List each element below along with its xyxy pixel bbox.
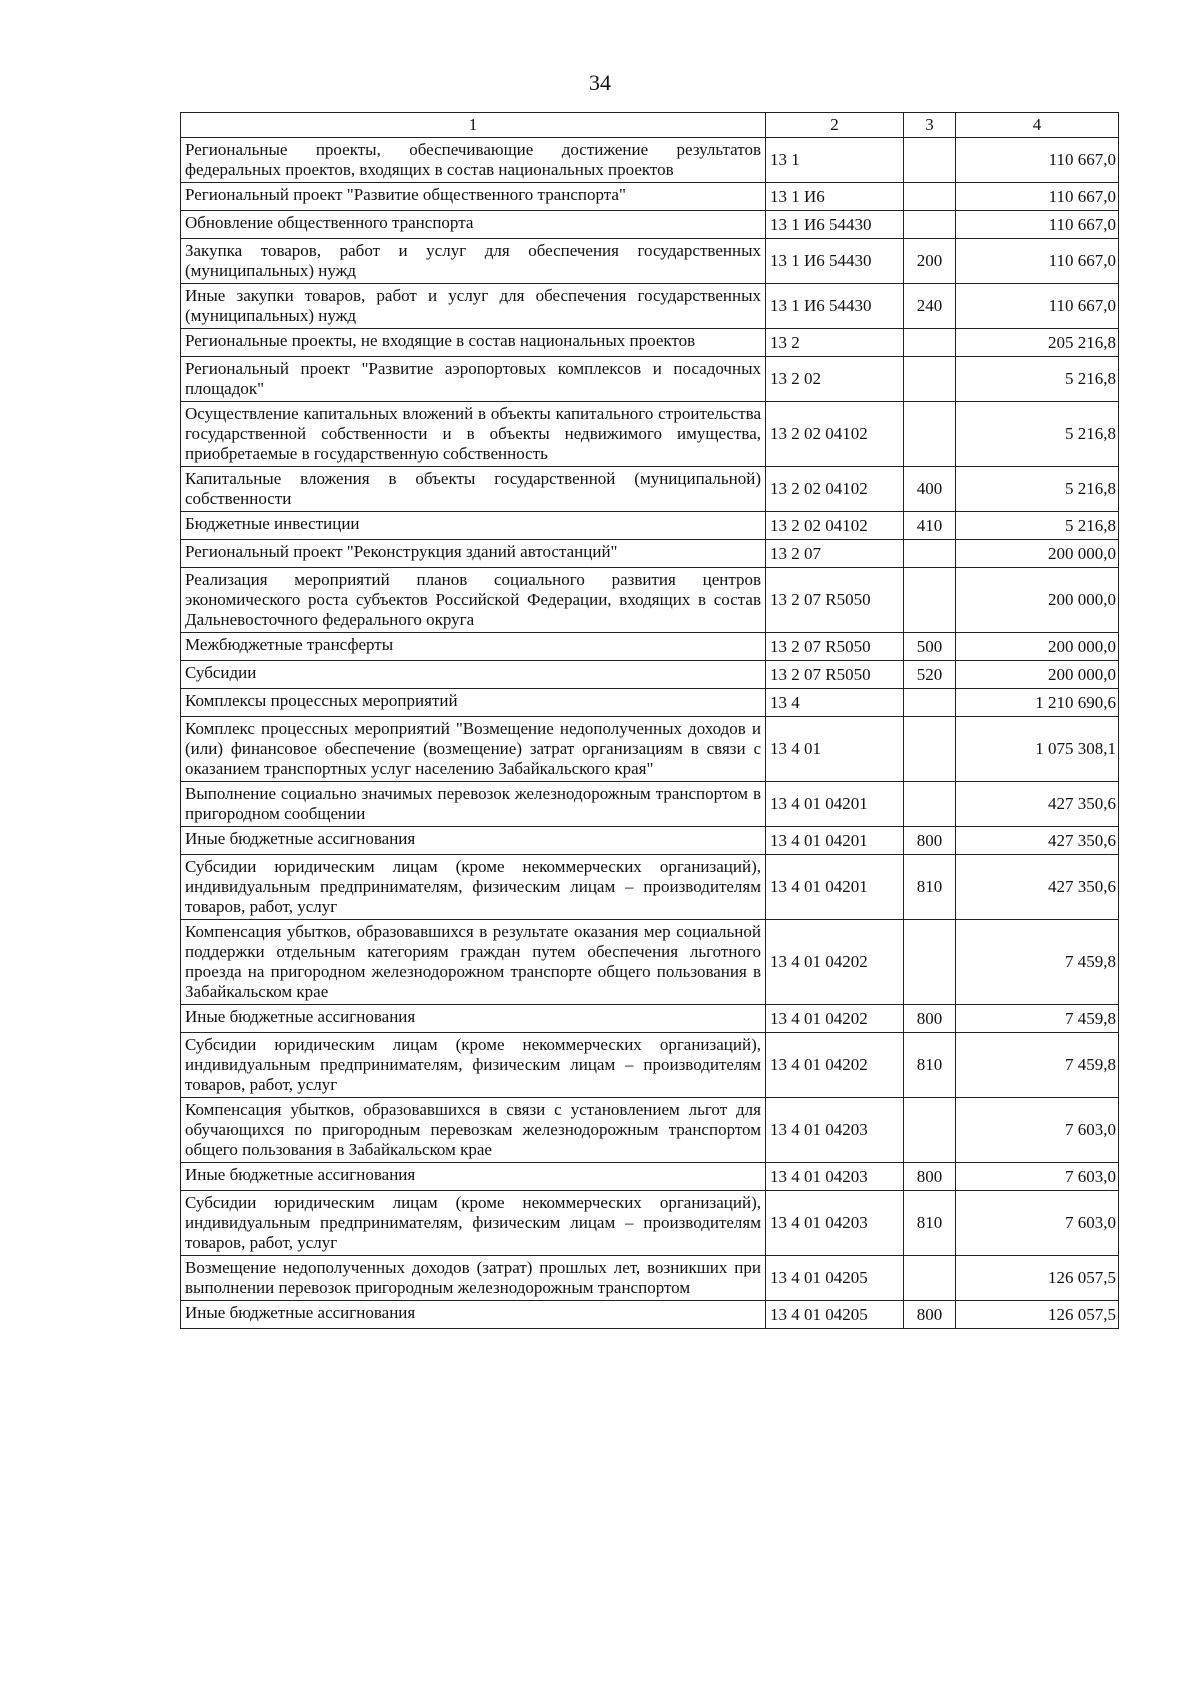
- cell-code: 13 4 01 04205: [766, 1256, 904, 1301]
- table-header-row: [181, 113, 1119, 138]
- cell-code: 13 1: [766, 138, 904, 183]
- column-header-code: 2: [766, 113, 904, 138]
- cell-name: Закупка товаров, работ и услуг для обеспечения государственных (муниципальных) нужд: [181, 239, 766, 284]
- cell-expense-type: [904, 568, 956, 633]
- table-row: [181, 1301, 1119, 1329]
- cell-code: 13 4 01 04205: [766, 1301, 904, 1329]
- cell-code: 13 1 И6 54430: [766, 211, 904, 239]
- cell-name: Субсидии юридическим лицам (кроме некоммерческих организаций), индивидуальным предпринимателям, физическим лицам – производителям товаров, работ, услуг: [181, 1033, 766, 1098]
- table-row: [181, 1191, 1119, 1256]
- table-row: [181, 1033, 1119, 1098]
- cell-code: 13 2 07: [766, 540, 904, 568]
- cell-expense-type: [904, 1098, 956, 1163]
- cell-code: 13 2 02 04102: [766, 402, 904, 467]
- column-header-name: 1: [181, 113, 766, 138]
- cell-code: 13 1 И6 54430: [766, 239, 904, 284]
- cell-name: Капитальные вложения в объекты государственной (муниципальной) собственности: [181, 467, 766, 512]
- cell-expense-type: 800: [904, 1163, 956, 1191]
- column-header-type: 3: [904, 113, 956, 138]
- table-row: [181, 689, 1119, 717]
- table-row: [181, 633, 1119, 661]
- cell-amount: 7 459,8: [956, 1005, 1119, 1033]
- cell-expense-type: 800: [904, 1005, 956, 1033]
- cell-expense-type: [904, 183, 956, 211]
- cell-expense-type: [904, 689, 956, 717]
- cell-expense-type: [904, 920, 956, 1005]
- cell-amount: 110 667,0: [956, 211, 1119, 239]
- cell-name: Комплексы процессных мероприятий: [181, 689, 766, 717]
- table-row: [181, 183, 1119, 211]
- cell-code: 13 2: [766, 329, 904, 357]
- cell-name: Компенсация убытков, образовавшихся в связи с установлением льгот для обучающихся по пригородным перевозкам железнодорожным транспортом общего пользования в Забайкальском крае: [181, 1098, 766, 1163]
- cell-code: 13 4: [766, 689, 904, 717]
- cell-amount: 7 459,8: [956, 920, 1119, 1005]
- cell-amount: 427 350,6: [956, 782, 1119, 827]
- cell-amount: 205 216,8: [956, 329, 1119, 357]
- cell-code: 13 4 01 04203: [766, 1191, 904, 1256]
- cell-name: Иные бюджетные ассигнования: [181, 1005, 766, 1033]
- cell-code: 13 4 01 04203: [766, 1098, 904, 1163]
- cell-code: 13 4 01 04203: [766, 1163, 904, 1191]
- table-row: [181, 512, 1119, 540]
- cell-amount: 200 000,0: [956, 661, 1119, 689]
- table-row: [181, 1005, 1119, 1033]
- cell-amount: 200 000,0: [956, 568, 1119, 633]
- cell-expense-type: 400: [904, 467, 956, 512]
- cell-expense-type: [904, 329, 956, 357]
- cell-name: Межбюджетные трансферты: [181, 633, 766, 661]
- cell-expense-type: 410: [904, 512, 956, 540]
- table-row: [181, 211, 1119, 239]
- cell-name: Субсидии юридическим лицам (кроме некоммерческих организаций), индивидуальным предпринимателям, физическим лицам – производителям товаров, работ, услуг: [181, 1191, 766, 1256]
- cell-name: Возмещение недополученных доходов (затрат) прошлых лет, возникших при выполнении перевозок пригородным железнодорожным транспортом: [181, 1256, 766, 1301]
- table-row: [181, 329, 1119, 357]
- cell-name: Иные закупки товаров, работ и услуг для обеспечения государственных (муниципальных) нужд: [181, 284, 766, 329]
- cell-expense-type: 200: [904, 239, 956, 284]
- cell-amount: 5 216,8: [956, 357, 1119, 402]
- table-body: [181, 138, 1119, 1329]
- table-row: [181, 855, 1119, 920]
- table-row: [181, 1256, 1119, 1301]
- cell-code: 13 4 01 04202: [766, 920, 904, 1005]
- cell-expense-type: [904, 357, 956, 402]
- table-row: [181, 540, 1119, 568]
- cell-name: Обновление общественного транспорта: [181, 211, 766, 239]
- cell-code: 13 2 07 R5050: [766, 568, 904, 633]
- cell-amount: 110 667,0: [956, 138, 1119, 183]
- column-header-amount: 4: [956, 113, 1119, 138]
- cell-expense-type: 800: [904, 827, 956, 855]
- cell-expense-type: 810: [904, 1191, 956, 1256]
- cell-expense-type: [904, 717, 956, 782]
- cell-expense-type: [904, 211, 956, 239]
- table-row: [181, 284, 1119, 329]
- cell-name: Иные бюджетные ассигнования: [181, 827, 766, 855]
- cell-code: 13 1 И6: [766, 183, 904, 211]
- cell-amount: 110 667,0: [956, 239, 1119, 284]
- cell-code: 13 2 02 04102: [766, 467, 904, 512]
- cell-expense-type: 240: [904, 284, 956, 329]
- cell-expense-type: 810: [904, 1033, 956, 1098]
- cell-amount: 5 216,8: [956, 512, 1119, 540]
- cell-name: Региональные проекты, не входящие в состав национальных проектов: [181, 329, 766, 357]
- cell-expense-type: 520: [904, 661, 956, 689]
- cell-amount: 7 459,8: [956, 1033, 1119, 1098]
- cell-name: Региональные проекты, обеспечивающие достижение результатов федеральных проектов, входящих в состав национальных проектов: [181, 138, 766, 183]
- table-row: [181, 1098, 1119, 1163]
- cell-name: Субсидии: [181, 661, 766, 689]
- cell-expense-type: 810: [904, 855, 956, 920]
- table-row: [181, 920, 1119, 1005]
- cell-amount: 110 667,0: [956, 183, 1119, 211]
- cell-code: 13 2 02 04102: [766, 512, 904, 540]
- cell-amount: 1 210 690,6: [956, 689, 1119, 717]
- cell-expense-type: 800: [904, 1301, 956, 1329]
- cell-code: 13 4 01 04202: [766, 1033, 904, 1098]
- cell-name: Иные бюджетные ассигнования: [181, 1163, 766, 1191]
- table-row: [181, 568, 1119, 633]
- cell-name: Региональный проект "Развитие общественного транспорта": [181, 183, 766, 211]
- cell-code: 13 2 02: [766, 357, 904, 402]
- cell-amount: 7 603,0: [956, 1098, 1119, 1163]
- cell-amount: 126 057,5: [956, 1256, 1119, 1301]
- table-row: [181, 357, 1119, 402]
- cell-name: Региональный проект "Развитие аэропортовых комплексов и посадочных площадок": [181, 357, 766, 402]
- cell-name: Иные бюджетные ассигнования: [181, 1301, 766, 1329]
- cell-name: Комплекс процессных мероприятий "Возмещение недополученных доходов и (или) финансовое обеспечение (возмещение) затрат организациям в связи с оказанием транспортных услуг населению Забайкальского края": [181, 717, 766, 782]
- cell-name: Региональный проект "Реконструкция зданий автостанций": [181, 540, 766, 568]
- table-row: [181, 661, 1119, 689]
- cell-amount: 200 000,0: [956, 633, 1119, 661]
- table-row: [181, 782, 1119, 827]
- cell-expense-type: 500: [904, 633, 956, 661]
- page-number: 34: [589, 70, 611, 95]
- cell-amount: 427 350,6: [956, 855, 1119, 920]
- cell-name: Бюджетные инвестиции: [181, 512, 766, 540]
- cell-amount: 126 057,5: [956, 1301, 1119, 1329]
- table-row: [181, 138, 1119, 183]
- cell-amount: 200 000,0: [956, 540, 1119, 568]
- cell-amount: 5 216,8: [956, 402, 1119, 467]
- cell-expense-type: [904, 782, 956, 827]
- cell-code: 13 4 01 04201: [766, 855, 904, 920]
- table-row: [181, 467, 1119, 512]
- table-row: [181, 827, 1119, 855]
- cell-amount: 1 075 308,1: [956, 717, 1119, 782]
- cell-amount: 7 603,0: [956, 1191, 1119, 1256]
- cell-amount: 110 667,0: [956, 284, 1119, 329]
- cell-name: Компенсация убытков, образовавшихся в результате оказания мер социальной поддержки отдельным категориям граждан путем обеспечения льготного проезда на пригородном железнодорожном транспорте общего пользования в Забайкальском крае: [181, 920, 766, 1005]
- table-row: [181, 1163, 1119, 1191]
- cell-amount: 5 216,8: [956, 467, 1119, 512]
- cell-name: Реализация мероприятий планов социального развития центров экономического роста субъектов Российской Федерации, входящих в состав Дальневосточного федерального округа: [181, 568, 766, 633]
- cell-expense-type: [904, 540, 956, 568]
- cell-code: 13 2 07 R5050: [766, 633, 904, 661]
- table-row: [181, 717, 1119, 782]
- cell-name: Осуществление капитальных вложений в объекты капитального строительства государственной собственности и в объекты недвижимого имущества, приобретаемые в государственную собственность: [181, 402, 766, 467]
- cell-code: 13 4 01: [766, 717, 904, 782]
- cell-code: 13 1 И6 54430: [766, 284, 904, 329]
- cell-code: 13 4 01 04201: [766, 827, 904, 855]
- cell-code: 13 2 07 R5050: [766, 661, 904, 689]
- cell-name: Субсидии юридическим лицам (кроме некоммерческих организаций), индивидуальным предпринимателям, физическим лицам – производителям товаров, работ, услуг: [181, 855, 766, 920]
- cell-amount: 427 350,6: [956, 827, 1119, 855]
- cell-amount: 7 603,0: [956, 1163, 1119, 1191]
- budget-table: [180, 112, 1119, 1329]
- cell-expense-type: [904, 138, 956, 183]
- cell-code: 13 4 01 04202: [766, 1005, 904, 1033]
- cell-expense-type: [904, 1256, 956, 1301]
- cell-expense-type: [904, 402, 956, 467]
- cell-name: Выполнение социально значимых перевозок железнодорожным транспортом в пригородном сообщении: [181, 782, 766, 827]
- cell-code: 13 4 01 04201: [766, 782, 904, 827]
- table-row: [181, 239, 1119, 284]
- table-row: [181, 402, 1119, 467]
